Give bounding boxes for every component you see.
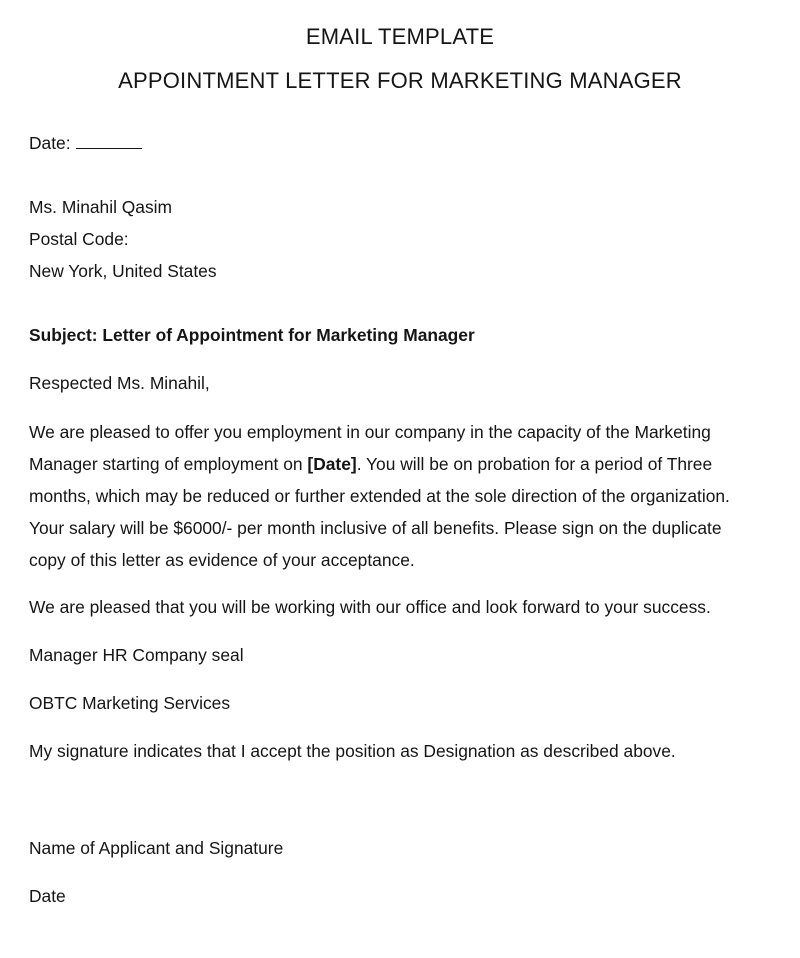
body-line: We are pleased to offer you employment in our company in the capacity of the Marketing <box>29 422 711 442</box>
date-label: Date: <box>29 133 71 153</box>
applicant-date: Date <box>29 886 66 906</box>
date-line <box>29 133 142 153</box>
document-subtitle: APPOINTMENT LETTER FOR MARKETING MANAGER <box>118 68 682 93</box>
document-title: EMAIL TEMPLATE <box>305 24 495 49</box>
body-line <box>29 448 777 480</box>
acceptance-statement: My signature indicates that I accept the position as Designation as described above. <box>29 741 676 761</box>
applicant-name-signature: Name of Applicant and Signature <box>29 838 284 858</box>
recipient-location: New York, United States <box>29 261 217 281</box>
body-line: Your salary will be $6000/- per month inclusive of all benefits. Please sign on the duplicate <box>29 518 722 538</box>
subject-line: Subject: Letter of Appointment for Marketing Manager <box>29 325 475 345</box>
date-blank <box>76 133 142 149</box>
body-text: . You will be on probation for a period of Three <box>356 454 713 474</box>
manager-signoff: Manager HR Company seal <box>29 645 244 665</box>
body-text: Manager starting of employment on <box>29 454 308 474</box>
body-paragraph-1 <box>29 416 777 576</box>
body-line: months, which may be reduced or further extended at the sole direction of the organization. <box>29 486 730 506</box>
recipient-name: Ms. Minahil Qasim <box>29 197 173 217</box>
date-placeholder: [Date] <box>307 454 357 474</box>
recipient-postal-code: Postal Code: <box>29 229 129 249</box>
body-paragraph-2: We are pleased that you will be working with our office and look forward to your success. <box>29 597 711 617</box>
company-name: OBTC Marketing Services <box>29 693 231 713</box>
salutation: Respected Ms. Minahil, <box>29 373 210 393</box>
body-line: copy of this letter as evidence of your acceptance. <box>29 550 415 570</box>
